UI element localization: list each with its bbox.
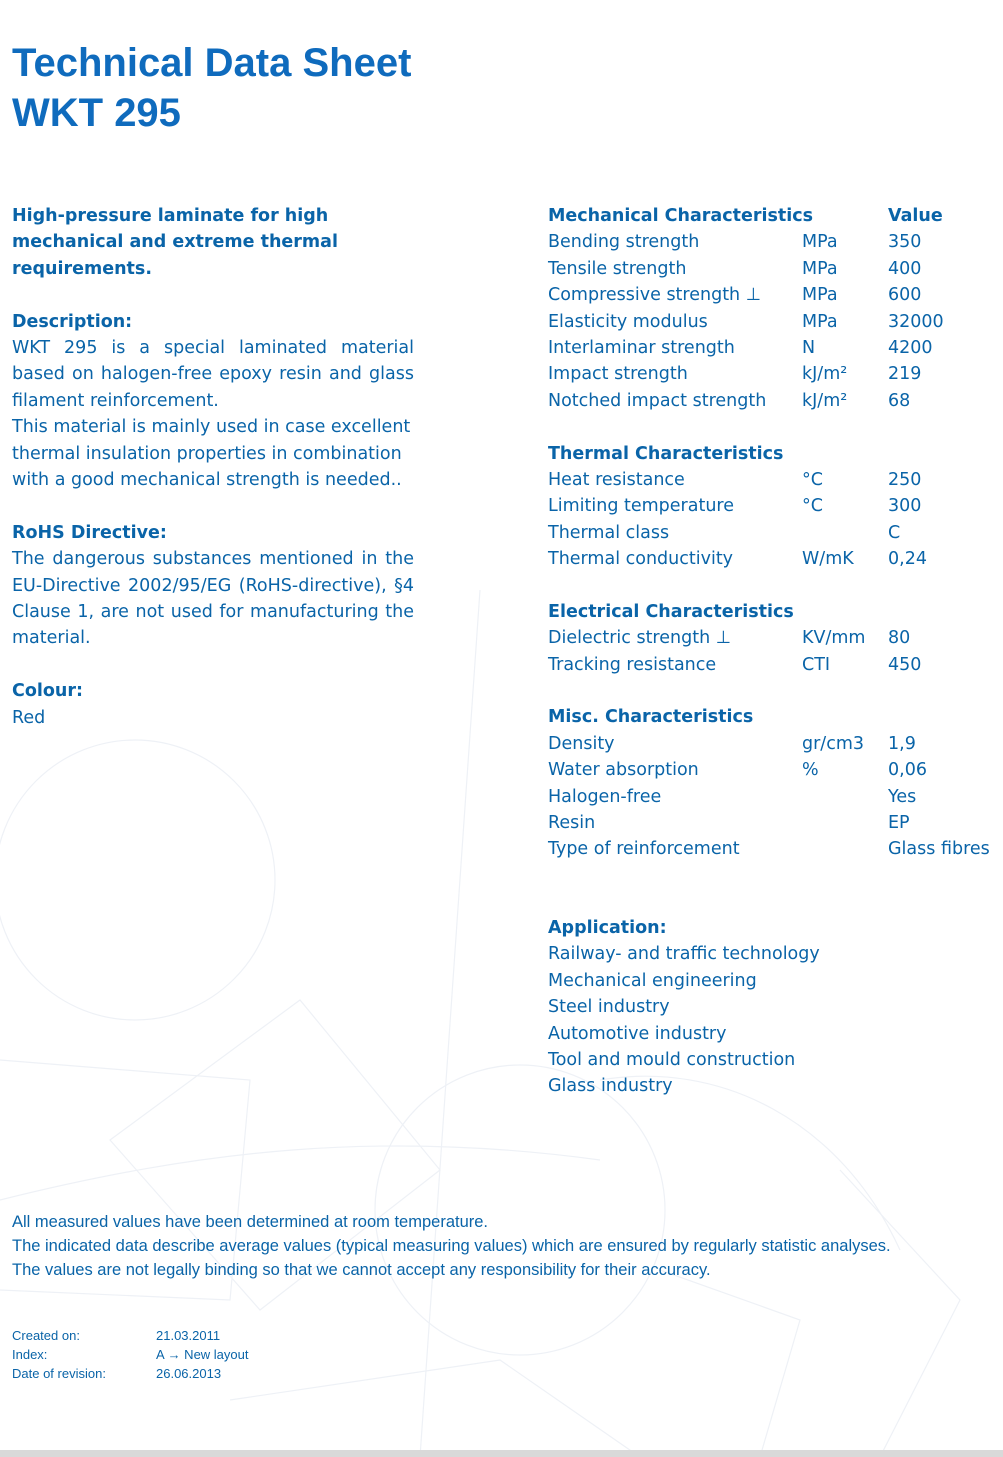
rohs-text: The dangerous substances mentioned in the EU-Directive 2002/95/EG (RoHS-directive), §4 Clause 1, are not used for manufacturing the material. bbox=[12, 549, 414, 649]
rohs-heading: RoHS Directive: bbox=[12, 522, 167, 543]
thermal-heading-row bbox=[548, 441, 1003, 467]
misc-row bbox=[548, 810, 1003, 836]
application-item: Steel industry bbox=[548, 997, 670, 1018]
property-unit: MPa bbox=[802, 311, 838, 332]
footnote-line-3: The values are not legally binding so that we cannot accept any responsibility for their accuracy. bbox=[12, 1261, 711, 1279]
property-name: Dielectric strength ⊥ bbox=[548, 628, 731, 649]
mechanical-row bbox=[548, 282, 1003, 308]
property-unit: % bbox=[802, 760, 819, 781]
property-value: 80 bbox=[888, 628, 911, 649]
meta-created-label: Created on: bbox=[12, 1328, 80, 1343]
property-unit: kJ/m² bbox=[802, 390, 848, 411]
description-paragraph-1: WKT 295 is a special laminated material based on halogen-free epoxy resin and glass filament reinforcement. bbox=[12, 338, 414, 411]
misc-heading: Misc. Characteristics bbox=[548, 707, 754, 728]
property-unit: N bbox=[802, 337, 816, 358]
property-value: 1,9 bbox=[888, 733, 916, 754]
electrical-heading-row bbox=[548, 599, 1003, 625]
thermal-row bbox=[548, 467, 1003, 493]
meta-revision-value: 26.06.2013 bbox=[156, 1366, 222, 1381]
mechanical-row bbox=[548, 229, 1003, 255]
thermal-row bbox=[548, 520, 1003, 546]
property-unit: MPa bbox=[802, 258, 838, 279]
characteristics-column bbox=[548, 203, 1003, 863]
property-value: EP bbox=[888, 812, 910, 833]
description-heading: Description: bbox=[12, 311, 133, 332]
application-item: Railway- and traffic technology bbox=[548, 944, 820, 965]
property-value: 0,06 bbox=[888, 760, 927, 781]
misc-row bbox=[548, 757, 1003, 783]
property-name: Tracking resistance bbox=[548, 654, 717, 675]
description-paragraph-2: This material is mainly used in case excellent thermal insulation properties in combination with a good mechanical strength is needed.. bbox=[12, 417, 411, 491]
property-name: Heat resistance bbox=[548, 469, 685, 490]
thermal-row bbox=[548, 493, 1003, 519]
property-value: Yes bbox=[888, 786, 917, 807]
property-value: 250 bbox=[888, 469, 922, 490]
property-value: 219 bbox=[888, 364, 922, 385]
application-item: Tool and mould construction bbox=[548, 1050, 796, 1071]
property-unit: KV/mm bbox=[802, 628, 866, 649]
electrical-heading: Electrical Characteristics bbox=[548, 601, 794, 622]
mechanical-row bbox=[548, 388, 1003, 414]
application-heading: Application: bbox=[548, 918, 667, 938]
property-value: C bbox=[888, 522, 901, 543]
property-name: Interlaminar strength bbox=[548, 337, 735, 358]
electrical-row bbox=[548, 652, 1003, 678]
property-value: 68 bbox=[888, 390, 911, 411]
property-name: Thermal conductivity bbox=[548, 549, 734, 570]
mechanical-heading: Mechanical Characteristics bbox=[548, 206, 814, 226]
page-title bbox=[12, 38, 411, 138]
property-name: Thermal class bbox=[548, 522, 670, 543]
misc-heading-row bbox=[548, 704, 1003, 730]
property-name: Type of reinforcement bbox=[548, 839, 740, 860]
colour-value: Red bbox=[12, 707, 46, 728]
application-item: Automotive industry bbox=[548, 1023, 727, 1044]
thermal-heading: Thermal Characteristics bbox=[548, 443, 784, 464]
property-value: 400 bbox=[888, 258, 922, 279]
mechanical-heading-row bbox=[548, 203, 1003, 229]
property-name: Halogen-free bbox=[548, 786, 662, 807]
meta-index-label: Index: bbox=[12, 1347, 48, 1362]
mechanical-row bbox=[548, 309, 1003, 335]
footnote-line-1: All measured values have been determined at room temperature. bbox=[12, 1213, 489, 1231]
title-line-1: Technical Data Sheet bbox=[12, 41, 412, 85]
property-value: 600 bbox=[888, 285, 922, 306]
electrical-table bbox=[548, 625, 1003, 678]
property-name: Notched impact strength bbox=[548, 390, 767, 411]
property-value: 300 bbox=[888, 496, 922, 517]
property-name: Resin bbox=[548, 812, 596, 833]
property-name: Water absorption bbox=[548, 760, 699, 781]
property-value: 450 bbox=[888, 654, 922, 675]
property-unit: °C bbox=[802, 496, 823, 517]
misc-row bbox=[548, 731, 1003, 757]
misc-row bbox=[548, 784, 1003, 810]
mechanical-row bbox=[548, 361, 1003, 387]
property-value: 32000 bbox=[888, 311, 944, 332]
title-line-2: WKT 295 bbox=[12, 91, 181, 135]
electrical-row bbox=[548, 625, 1003, 651]
property-name: Tensile strength bbox=[548, 258, 687, 279]
meta-created-value: 21.03.2011 bbox=[156, 1328, 221, 1343]
property-unit: MPa bbox=[802, 285, 838, 306]
mechanical-row bbox=[548, 335, 1003, 361]
value-heading: Value bbox=[888, 206, 943, 226]
property-value: 0,24 bbox=[888, 549, 927, 570]
misc-row bbox=[548, 836, 1003, 862]
property-name: Impact strength bbox=[548, 364, 688, 385]
property-unit: W/mK bbox=[802, 549, 854, 570]
application-section bbox=[548, 915, 820, 1100]
meta-index-value: A → New layout bbox=[156, 1347, 249, 1362]
thermal-row bbox=[548, 546, 1003, 572]
property-name: Elasticity modulus bbox=[548, 311, 708, 332]
property-value: 350 bbox=[888, 232, 922, 253]
meta-revision-label: Date of revision: bbox=[12, 1366, 106, 1381]
application-item: Glass industry bbox=[548, 1076, 673, 1097]
application-item: Mechanical engineering bbox=[548, 970, 757, 991]
tagline: High-pressure laminate for high mechanical and extreme thermal requirements. bbox=[12, 206, 338, 279]
footnote bbox=[12, 1210, 972, 1282]
application-list bbox=[548, 941, 820, 1099]
property-unit: °C bbox=[802, 469, 823, 490]
property-unit: CTI bbox=[802, 654, 831, 675]
property-name: Density bbox=[548, 733, 615, 754]
misc-table bbox=[548, 731, 1003, 863]
property-unit: MPa bbox=[802, 232, 838, 253]
property-name: Limiting temperature bbox=[548, 496, 735, 517]
page-bottom-bar bbox=[0, 1450, 1003, 1457]
property-value: 4200 bbox=[888, 337, 933, 358]
mechanical-table bbox=[548, 229, 1003, 414]
footnote-line-2: The indicated data describe average values (typical measuring values) which are ensured by regularly statistic analyses. bbox=[12, 1237, 891, 1255]
property-unit: gr/cm3 bbox=[802, 733, 865, 754]
intro-column bbox=[12, 203, 414, 731]
mechanical-row bbox=[548, 256, 1003, 282]
property-value: Glass fibres bbox=[888, 839, 990, 860]
property-name: Bending strength bbox=[548, 232, 700, 253]
property-unit: kJ/m² bbox=[802, 364, 848, 385]
property-name: Compressive strength ⊥ bbox=[548, 285, 761, 306]
colour-heading: Colour: bbox=[12, 681, 83, 702]
thermal-table bbox=[548, 467, 1003, 573]
